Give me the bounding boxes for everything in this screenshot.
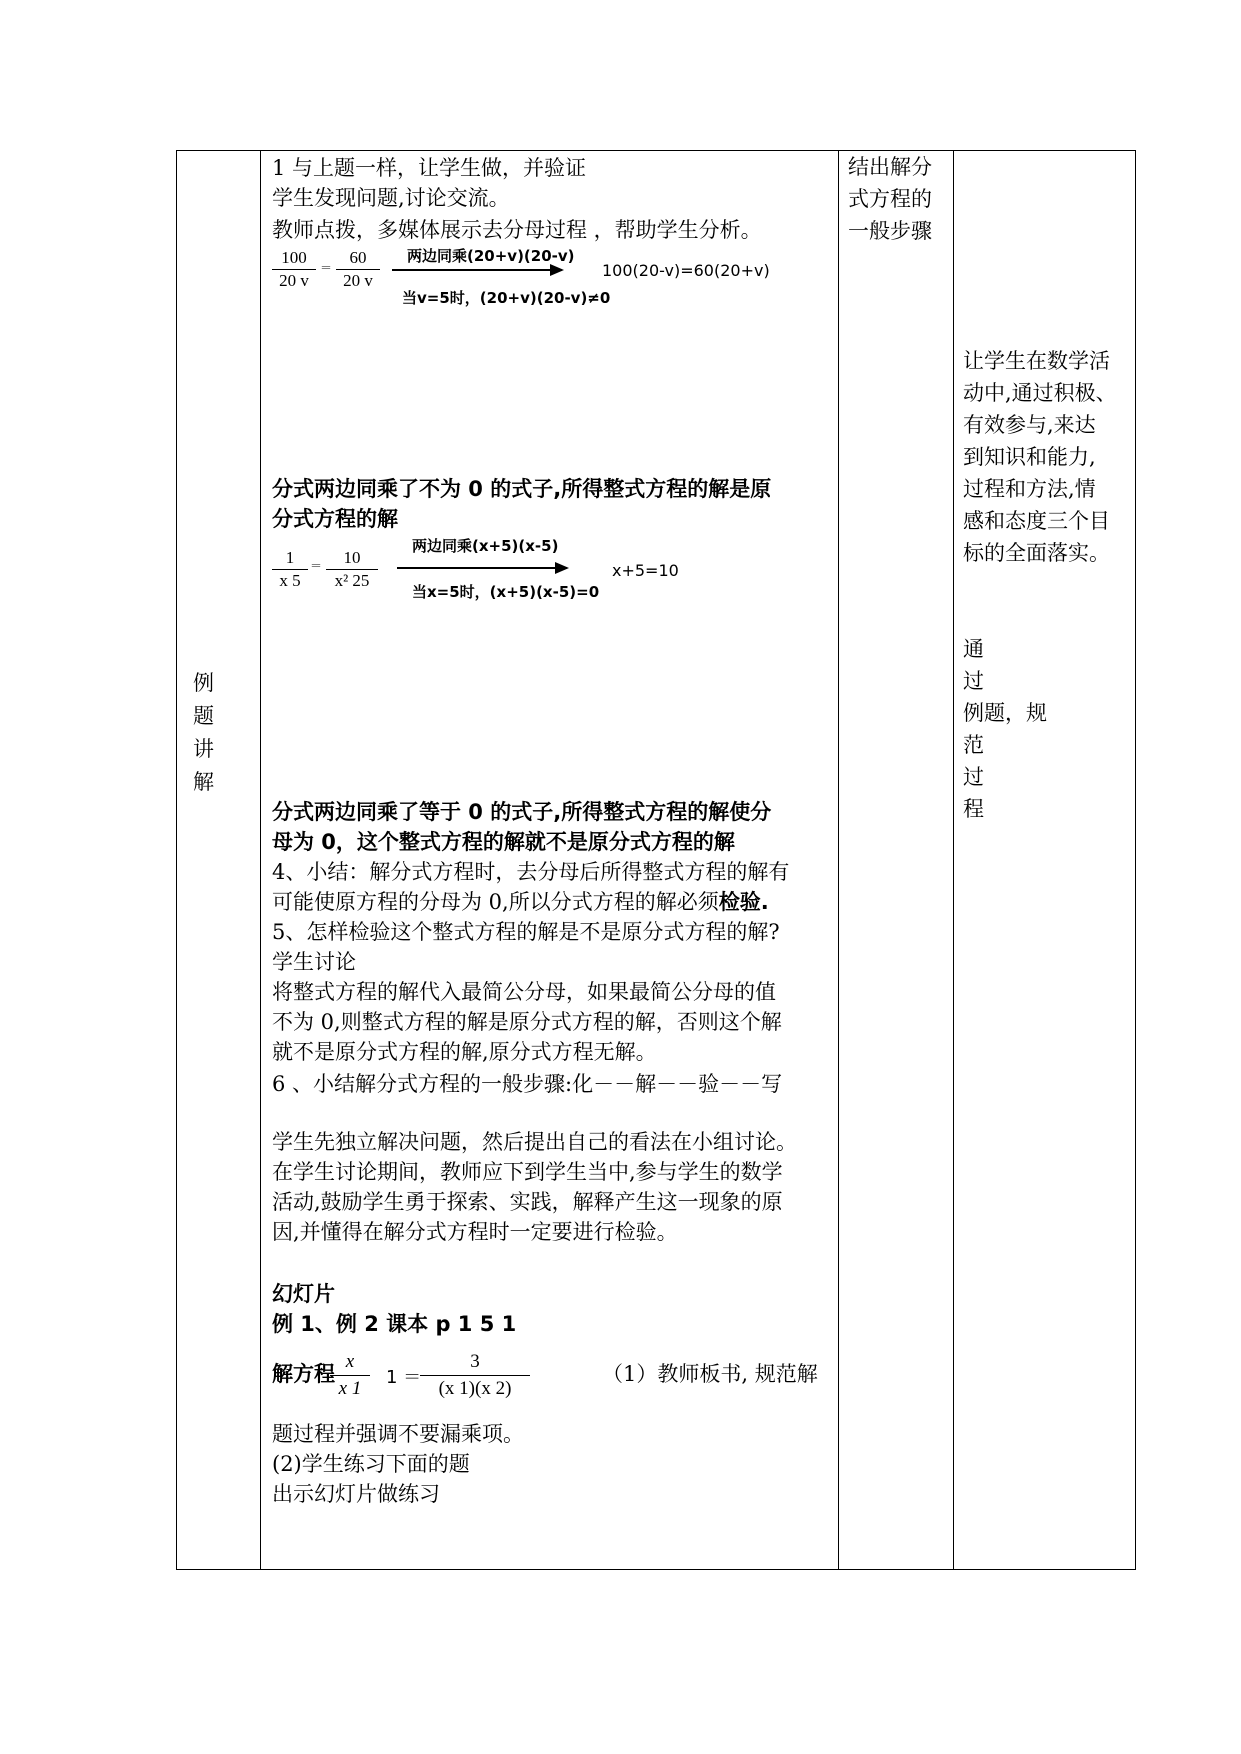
body-line: 5、怎样检验这个整式方程的解是不是原分式方程的解?	[272, 920, 780, 944]
fraction: $\frac{60}{20 v}$	[336, 247, 380, 292]
body-line: 活动,鼓励学生勇于探索、实践，解释产生这一现象的原	[272, 1190, 783, 1214]
arrow-condition: 当x=5时，(x+5)(x-5)=0	[412, 583, 600, 601]
main-content-cell	[260, 151, 838, 1569]
section-label-char: 例	[193, 671, 214, 695]
arrow-label: 两边同乘(x+5)(x-5)	[412, 537, 559, 555]
body-line: 因,并懂得在解分式方程时一定要进行检验。	[272, 1220, 678, 1244]
fraction: $\frac{3}{(x 1)(x 2)}$	[420, 1349, 530, 1402]
equals-sign: ＝	[310, 559, 323, 573]
intro-line: 教师点拨，多媒体展示去分母过程 ，帮助学生分析。	[272, 218, 762, 242]
practice-note: 出示幻灯片做练习	[272, 1482, 440, 1506]
section-label	[193, 667, 223, 799]
equals-sign: ＝	[320, 261, 333, 275]
equation-1	[272, 247, 832, 317]
solve-label: 解方程	[272, 1362, 335, 1386]
section-label-char: 题	[193, 704, 214, 728]
summary-text: 结出解分 式方程的 一般步骤	[848, 155, 932, 243]
intent-paragraph: 让学生在数学活 动中,通过积极、 有效参与,来达 到知识和能力, 过程和方法,情 感和态度三个目 标的全面落实。	[963, 349, 1117, 565]
teacher-note: 题过程并强调不要漏乘项。	[272, 1422, 524, 1446]
intent-paragraph: 通 过 例题，规 范 过 程	[963, 637, 1047, 821]
intro-line: 1 与上题一样，让学生做，并验证	[272, 156, 587, 180]
intro-line: 学生发现问题,讨论交流。	[272, 186, 510, 210]
section-label-char: 讲	[193, 737, 214, 761]
summary-cell	[838, 151, 953, 1569]
practice-note: (2)学生练习下面的题	[272, 1452, 470, 1476]
body-line: 不为 0,则整式方程的解是原分式方程的解，否则这个解	[272, 1010, 782, 1034]
lesson-table	[176, 150, 1136, 1570]
bold-statement: 母为 0，这个整式方程的解就不是原分式方程的解	[272, 830, 735, 854]
fraction: $\frac{100}{20 v}$	[272, 247, 316, 292]
arrow-icon	[397, 567, 567, 569]
fraction: $\frac{1}{x 5}$	[272, 547, 308, 592]
steps-summary: 6 、小结解分式方程的一般步骤:化－－解－－验－－写	[272, 1072, 783, 1096]
body-line: 学生讨论	[272, 950, 356, 974]
section-label-cell	[177, 151, 260, 1569]
equation-3	[330, 1347, 630, 1407]
summary-line: 4、小结：解分式方程时，去分母后所得整式方程的解有	[272, 860, 790, 884]
arrow-icon	[392, 269, 562, 271]
equation-middle: 1 ＝	[386, 1367, 422, 1388]
arrow-label: 两边同乘(20+v)(20-v)	[407, 247, 575, 265]
fraction: $\frac{10}{\text{x² 25}}$	[326, 547, 378, 592]
arrow-condition: 当v=5时，(20+v)(20-v)≠0	[402, 289, 611, 307]
section-label-char: 解	[193, 770, 214, 794]
body-line: 就不是原分式方程的解,原分式方程无解。	[272, 1040, 657, 1064]
body-line: 学生先独立解决问题，然后提出自己的看法在小组讨论。	[272, 1130, 797, 1154]
example-ref: 例 1、例 2 课本 p 1 5 1	[272, 1312, 517, 1336]
bold-statement: 分式两边同乘了等于 0 的式子,所得整式方程的解使分	[272, 800, 772, 824]
bold-statement: 分式方程的解	[272, 507, 398, 531]
body-line: 在学生讨论期间，教师应下到学生当中,参与学生的数学	[272, 1160, 783, 1184]
equation-2	[272, 537, 832, 607]
fraction: $\frac{x}{x 1}$	[330, 1349, 370, 1402]
body-line: 将整式方程的解代入最简公分母，如果最简公分母的值	[272, 980, 776, 1004]
summary-line: 可能使原方程的分母为 0,所以分式方程的解必须检验.	[272, 890, 769, 914]
equation-result: 100(20-v)=60(20+v)	[602, 261, 770, 280]
emphasis-check: 检验.	[718, 890, 769, 914]
design-intent-cell	[953, 151, 1136, 1569]
equation-result: x+5=10	[612, 561, 679, 580]
bold-statement: 分式两边同乘了不为 0 的式子,所得整式方程的解是原	[272, 477, 772, 501]
teacher-note: （1）教师板书, 规范解	[602, 1362, 818, 1386]
slide-title: 幻灯片	[272, 1282, 335, 1306]
